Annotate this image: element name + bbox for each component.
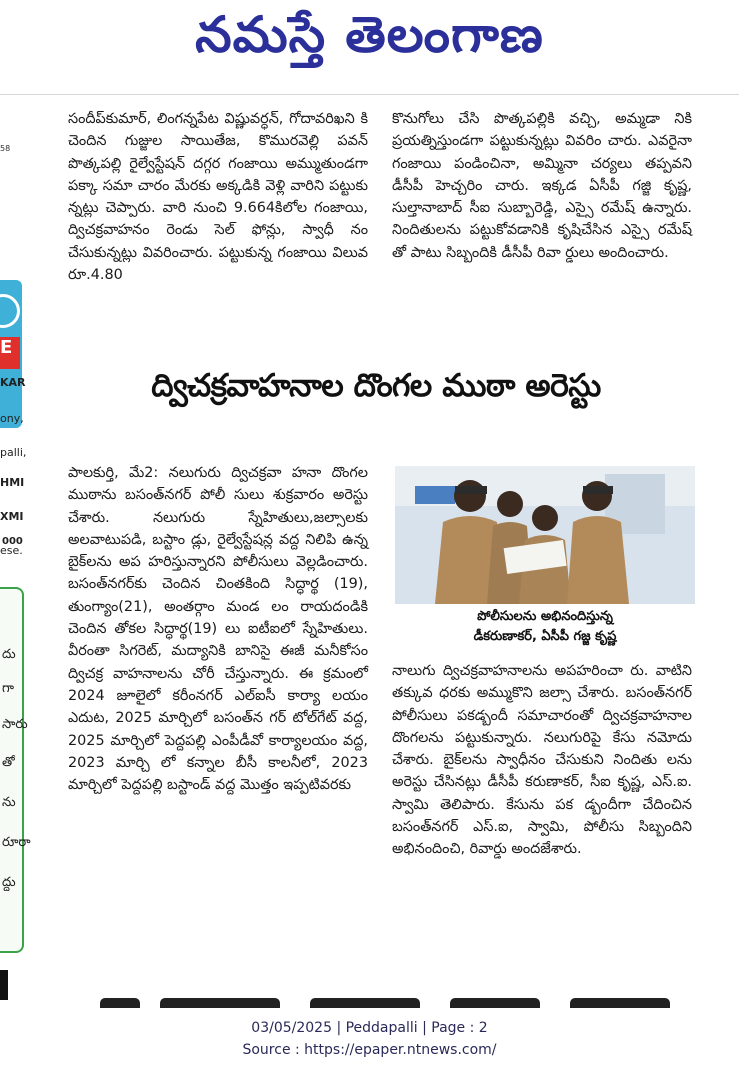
previous-article-right-text: కొనుగోలు చేసి పొత్కపల్లికి వచ్చి, అమ్మడా నికి ప్రయత్నిస్తుండగా పట్టుకున్నట్లు వివరిం చారు. ఎవరైనా గంజాయి పండించినా, అమ్మినా చర్యలు తప్పవని డీసీపీ హెచ్చరిం చారు. ఇక్కడ ఏసీపీ గజ్జి కృష్ణ, సుల్తానాబాద్ సీఐ సుబ్బారెడ్డి, ఎస్సై రమేష్ ఉన్నారు. నిందితులను పట్టుకోవడానికి కృషిచేసిన ఎస్సై రమేష్ తో పాటు సిబ్బందికి డీసీపీ రివా ర్డులు అందించారు. [392,111,692,261]
previous-article-left-column [68,108,368,354]
next-headline-cutoff [70,994,690,1008]
police-officers-photo-illustration [395,466,695,604]
newspaper-title: నమస్తే తెలంగాణ [195,5,544,64]
advert-red-block: E [0,337,20,369]
green-text-5: ను [2,795,16,810]
photo-caption-line-2: డీకరుణాకర్, ఏసీపీ గజ్జ కృష్ణ [473,629,617,644]
sidebar-text-3: palli, [0,446,27,459]
page-footer [0,1017,739,1061]
footer-source-line: Source : https://epaper.ntnews.com/ [242,1042,497,1058]
page-number-fragment: 58 [0,144,11,153]
article-left-text: పాలకుర్తి, మే2: నలుగురు ద్విచక్రవా హనా దొంగల ముఠాను బసంత్‌నగర్ పోలీ సులు శుక్రవారం అరెస్టు చేశారు. నలుగురు స్నేహితులు,జల్సాలకు అలవాటుపడి, బస్టాం డ్లు, రైల్వేస్టేషన్ల వద్ద నిలిపి ఉన్న బైక్‌లను అప హరిస్తున్నారని పోలీసులు వెల్లడించారు. బసంత్‌నగర్‌కు చెందిన చింతకింది సిద్ధార్థ (19), తుంగ్యాం(21), అంతర్గాం మండ లం రాయదండికి చెందిన తోకల సిద్ధార్థ(19) లు ఐటీఐలో స్నేహితులు. వీరంతా సిగరెట్, మద్యానికి బానిసై ఈజీ మనీకోసం ద్విచక్ర వాహనాలను చోరీ చేస్తున్నారు. ఈ క్రమంలో 2024 జూలైలో కరీంనగర్ ఎల్‌ఐసీ కార్యా లయం ఎదుట, 2025 మార్చిలో బసంత్‌న గర్ టోల్‌గేట్ వద్ద, 2025 మార్చిలో పెద్దపల్లి ఎంపీడీవో కార్యాలయం వద్ద, 2023 మార్చి లో కన్నాల బీసీ కాలనీలో, 2023 మార్చిలో పెద్దపల్లి బస్టాండ్ వద్ద మొత్తం ఇప్పటివరకు [68,465,368,794]
green-text-2: గా [2,681,14,696]
masthead [0,0,739,82]
sidebar-text-4: HMI [0,476,25,489]
sidebar-text-5: XMI [0,510,24,523]
advert-green-box [0,587,31,953]
masthead-divider [0,94,739,95]
sidebar-text-6: ese. [0,544,23,557]
green-text-6: రూరా [2,835,31,850]
previous-article-left-text: సందీప్‌కుమార్, లింగన్నపేట విష్ణువర్ధన్, గోదావరిఖని కి చెందిన గుజ్జుల సాయితేజ, కొమురవెల్లి పవన్ పొత్కపల్లి రైల్వేస్టేషన్ దగ్గర గంజాయి అమ్ముతుండగా పక్కా సమా చారం మేరకు అక్కడికి వెళ్లి వారిని పట్టుకు న్నట్లు చెప్పారు. వారి నుంచి 9.664కిలోల గంజాయి, ద్విచక్రవాహనం రెండు సెల్ ఫోన్లు, స్వాధీ నం చేసుకున్నట్లు వివరించారు. పట్టుకున్న గంజాయి విలువ రూ.4.80 [68,111,368,284]
green-text-1: దు [2,647,16,662]
green-text-7: ద్దు [2,875,16,890]
article-headline: ద్విచక్రవాహనాల దొంగల ముఠా అరెస్టు [151,368,601,404]
article-photo [395,466,695,604]
sidebar-black-bar [0,970,8,1000]
sidebar-text-1: KAR [0,376,26,389]
sidebar-text-2: ony, [0,412,24,425]
green-text-3: సారు [2,717,28,732]
adjacent-column-fragment [0,100,31,1000]
footer-date-line: 03/05/2025 | Peddapalli | Page : 2 [251,1020,488,1036]
green-text-4: తో [2,755,15,770]
article-right-column [392,660,692,972]
previous-article-right-column [392,108,692,354]
photo-caption-line-1: పోలీసులను అభినందిస్తున్న [477,609,613,624]
article-left-column [68,462,368,974]
sidebar-text-7: 000 [2,536,23,547]
article-right-text: నాలుగు ద్విచక్రవాహనాలను అపహరించా రు. వాటిని తక్కువ ధరకు అమ్ముకొని జల్సా చేశారు. బసంత్‌నగర్ పోలీసులు పకడ్బందీ సమాచారంతో ద్విచక్రవాహనాల దొంగలను పట్టుకున్నారు. నలుగురిపై కేసు నమోదు చేశారు. బైక్‌లను స్వాధీనం చేసుకుని నిందితు లను అరెస్టు చేసినట్లు డీసీపీ కరుణాకర్, సీఐ కృష్ణ, ఎస్.ఐ. స్వామి తెలిపారు. కేసును పక డ్బందీగా చేదించిన బసంత్‌నగర్ ఎస్.ఐ, స్వామి, పోలీసు సిబ్బందిని అభినందించి, రివార్డు అందజేశారు. [392,663,692,858]
photo-caption [395,607,695,647]
